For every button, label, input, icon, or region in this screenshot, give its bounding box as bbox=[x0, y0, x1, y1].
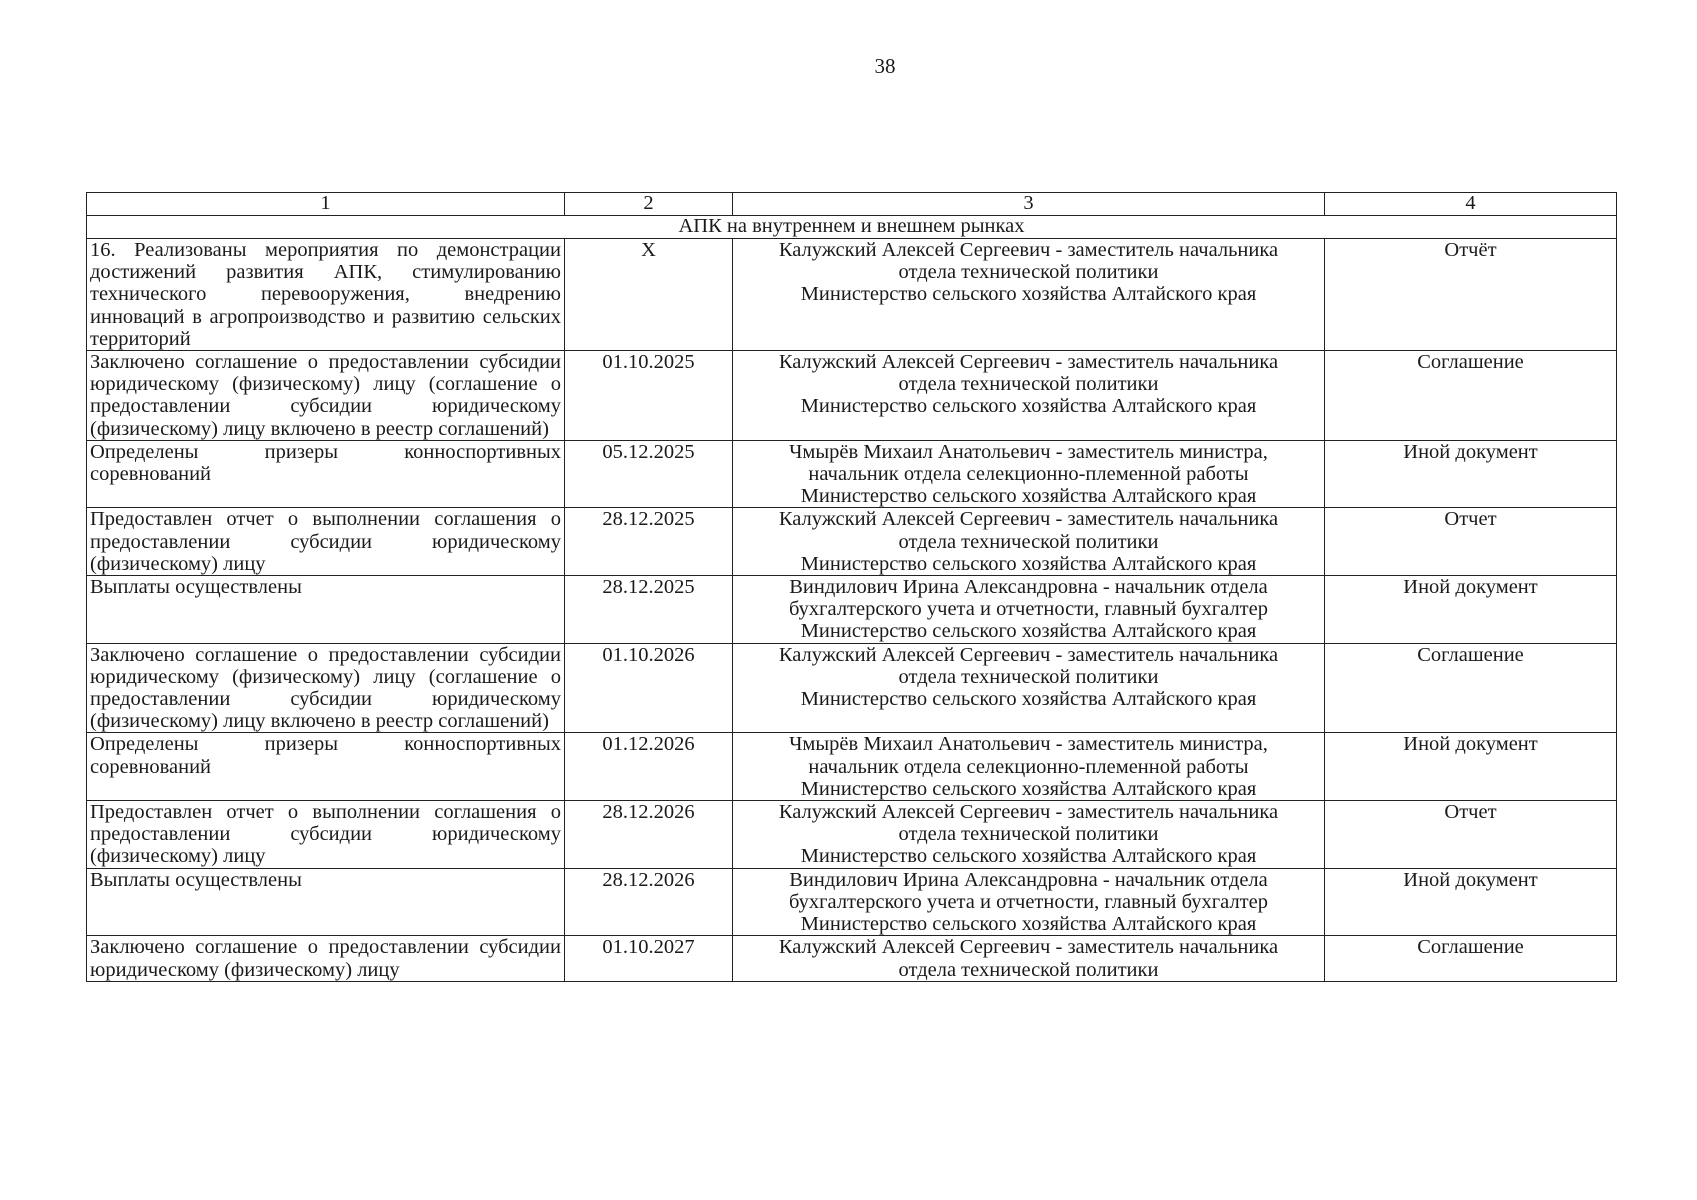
responsible-person: Чмырёв Михаил Анатольевич - заместитель министра, bbox=[789, 733, 1268, 756]
responsible-person: Калужский Алексей Сергеевич - заместитель начальника bbox=[778, 508, 1279, 531]
table-row-partial bbox=[87, 936, 1617, 981]
responsible-ministry: Министерство сельского хозяйства Алтайского края bbox=[800, 620, 1257, 643]
section-title: АПК на внутреннем и внешнем рынках bbox=[87, 216, 1617, 239]
responsible-department: отдела технической политики bbox=[898, 373, 1159, 396]
responsible-department: бухгалтерского учета и отчетности, главный бухгалтер bbox=[788, 598, 1268, 621]
event-cell: Заключено соглашение о предоставлении субсидии юридическому (физическому) лицу (соглашение о предоставлении субсидии юридическому (физическому) лицу включено в реестр соглашений) bbox=[87, 351, 565, 441]
document-cell: Соглашение bbox=[1325, 936, 1617, 981]
date-cell: 01.12.2026 bbox=[565, 733, 733, 801]
document-cell: Иной документ bbox=[1325, 440, 1617, 508]
responsible-department: начальник отдела селекционно-племенной работы bbox=[808, 755, 1249, 778]
responsible-cell bbox=[733, 239, 1325, 351]
column-number: 2 bbox=[565, 193, 733, 216]
date-cell: 01.10.2027 bbox=[565, 936, 733, 981]
table-row bbox=[87, 733, 1617, 801]
responsible-ministry: Министерство сельского хозяйства Алтайского края bbox=[800, 283, 1257, 306]
event-cell: Определены призеры конноспортивных соревнований bbox=[87, 440, 565, 508]
table-row bbox=[87, 643, 1617, 733]
responsible-cell bbox=[733, 643, 1325, 733]
responsible-person: Чмырёв Михаил Анатольевич - заместитель министра, bbox=[789, 440, 1268, 463]
column-number: 1 bbox=[87, 193, 565, 216]
responsible-person: Калужский Алексей Сергеевич - заместитель начальника bbox=[778, 351, 1279, 374]
column-number: 3 bbox=[733, 193, 1325, 216]
responsible-ministry: Министерство сельского хозяйства Алтайского края bbox=[800, 485, 1257, 508]
table-row bbox=[87, 351, 1617, 441]
responsible-person: Калужский Алексей Сергеевич - заместитель начальника bbox=[778, 643, 1279, 666]
responsible-cell bbox=[733, 936, 1325, 981]
date-cell: 28.12.2026 bbox=[565, 868, 733, 936]
responsible-cell bbox=[733, 440, 1325, 508]
responsible-cell bbox=[733, 351, 1325, 441]
responsible-person: Виндилович Ирина Александровна - начальник отдела bbox=[789, 576, 1268, 599]
column-number-row bbox=[87, 193, 1617, 216]
document-cell: Отчет bbox=[1325, 801, 1617, 869]
date-cell: 01.10.2026 bbox=[565, 643, 733, 733]
responsible-person: Калужский Алексей Сергеевич - заместитель начальника bbox=[778, 801, 1279, 824]
table-row bbox=[87, 868, 1617, 936]
event-cell: Предоставлен отчет о выполнении соглашения о предоставлении субсидии юридическому (физическому) лицу bbox=[87, 801, 565, 869]
date-cell: 28.12.2025 bbox=[565, 576, 733, 644]
event-cell: Выплаты осуществлены bbox=[87, 576, 565, 644]
date-cell: 28.12.2025 bbox=[565, 508, 733, 576]
date-cell: 28.12.2026 bbox=[565, 801, 733, 869]
responsible-ministry: Министерство сельского хозяйства Алтайского края bbox=[800, 845, 1257, 868]
responsible-department: отдела технической политики bbox=[898, 530, 1159, 553]
responsible-department: отдела технической политики bbox=[898, 665, 1159, 688]
responsible-cell bbox=[733, 576, 1325, 644]
table-row bbox=[87, 508, 1617, 576]
responsible-ministry: Министерство сельского хозяйства Алтайского края bbox=[800, 777, 1257, 800]
responsible-cell bbox=[733, 868, 1325, 936]
responsible-cell bbox=[733, 508, 1325, 576]
column-number: 4 bbox=[1325, 193, 1617, 216]
document-cell: Иной документ bbox=[1325, 576, 1617, 644]
document-cell: Иной документ bbox=[1325, 733, 1617, 801]
responsible-department: отдела технической политики bbox=[898, 823, 1159, 846]
date-cell: 01.10.2025 bbox=[565, 351, 733, 441]
document-cell: Иной документ bbox=[1325, 868, 1617, 936]
responsible-department: отдела технической политики bbox=[898, 261, 1159, 284]
table-row bbox=[87, 801, 1617, 869]
document-cell: Соглашение bbox=[1325, 351, 1617, 441]
event-cell: Предоставлен отчет о выполнении соглашения о предоставлении субсидии юридическому (физическому) лицу bbox=[87, 508, 565, 576]
event-cell: Заключено соглашение о предоставлении субсидии юридическому (физическому) лицу (соглашение о предоставлении субсидии юридическому (физическому) лицу включено в реестр соглашений) bbox=[87, 643, 565, 733]
event-cell: Определены призеры конноспортивных соревнований bbox=[87, 733, 565, 801]
responsible-department: начальник отдела селекционно-племенной работы bbox=[808, 463, 1249, 486]
responsible-cell bbox=[733, 733, 1325, 801]
document-cell: Соглашение bbox=[1325, 643, 1617, 733]
responsible-person: Виндилович Ирина Александровна - начальник отдела bbox=[789, 868, 1268, 891]
table-row bbox=[87, 440, 1617, 508]
document-cell: Отчёт bbox=[1325, 239, 1617, 351]
responsible-ministry: Министерство сельского хозяйства Алтайского края bbox=[800, 395, 1257, 418]
table-row bbox=[87, 239, 1617, 351]
responsible-department: бухгалтерского учета и отчетности, главный бухгалтер bbox=[788, 890, 1268, 913]
document-cell: Отчет bbox=[1325, 508, 1617, 576]
responsible-person: Калужский Алексей Сергеевич - заместитель начальника bbox=[778, 239, 1279, 261]
date-cell: 05.12.2025 bbox=[565, 440, 733, 508]
responsible-person: Калужский Алексей Сергеевич - заместитель начальника bbox=[778, 936, 1279, 959]
event-cell: Заключено соглашение о предоставлении субсидии юридическому (физическому) лицу bbox=[87, 936, 565, 981]
event-cell: Выплаты осуществлены bbox=[87, 868, 565, 936]
responsible-ministry: Министерство сельского хозяйства Алтайского края bbox=[800, 913, 1257, 936]
date-cell: X bbox=[565, 239, 733, 351]
responsible-department: отдела технической политики bbox=[898, 958, 1159, 981]
plan-table bbox=[86, 192, 1617, 982]
page-number: 38 bbox=[874, 54, 896, 78]
responsible-ministry: Министерство сельского хозяйства Алтайского края bbox=[800, 552, 1257, 575]
section-row bbox=[87, 216, 1617, 239]
event-cell: 16. Реализованы мероприятия по демонстрации достижений развития АПК, стимулированию технического перевооружения, внедрению инноваций в агропроизводство и развитию сельских территорий bbox=[87, 239, 565, 351]
table-row bbox=[87, 576, 1617, 644]
responsible-cell bbox=[733, 801, 1325, 869]
responsible-ministry: Министерство сельского хозяйства Алтайского края bbox=[800, 688, 1257, 711]
